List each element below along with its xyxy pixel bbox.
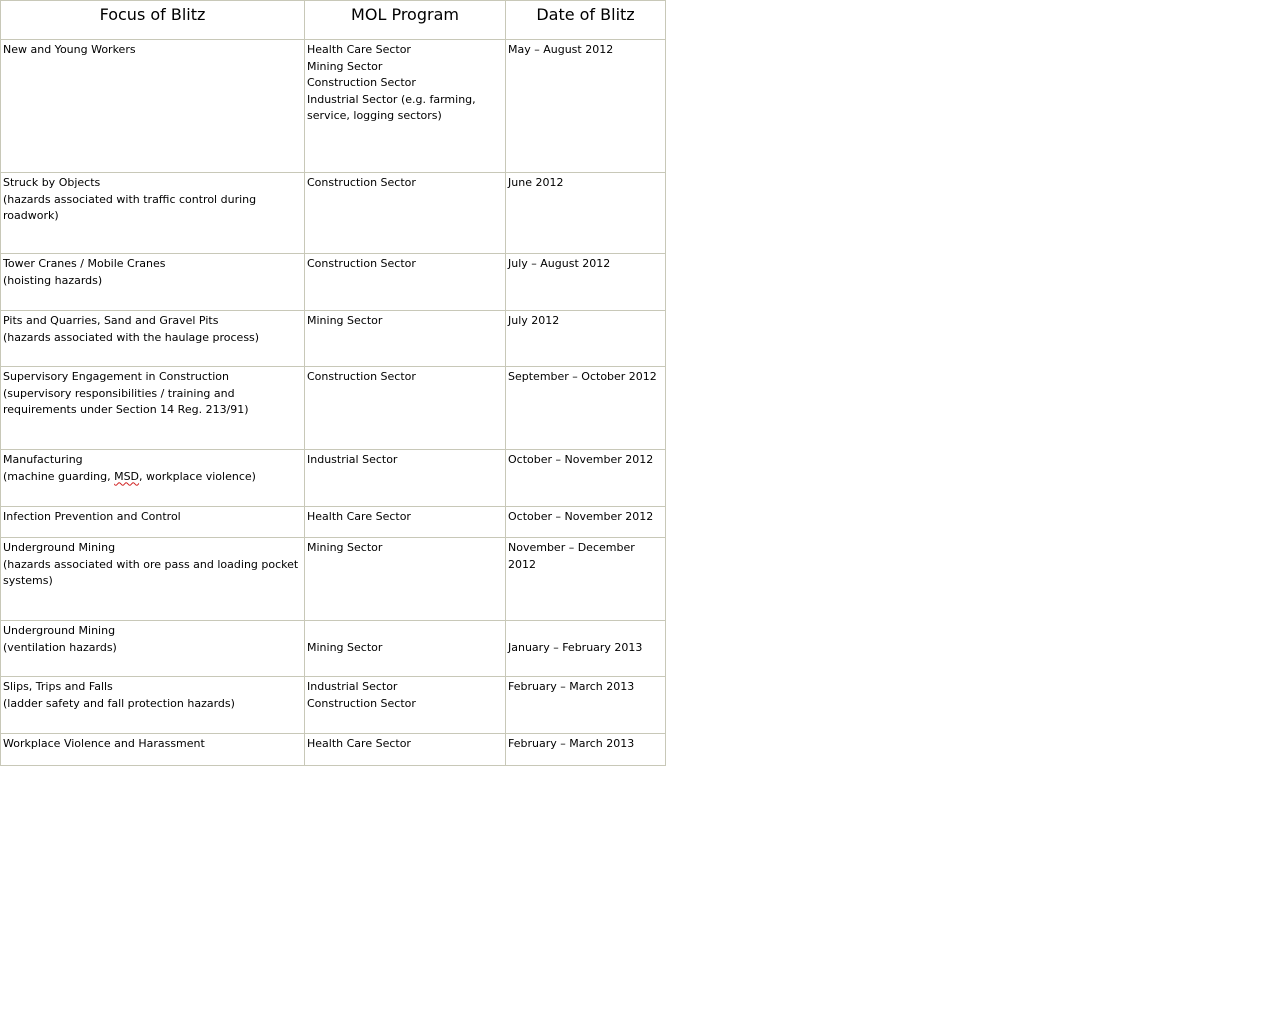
date-cell: February – March 2013 bbox=[506, 734, 666, 766]
date-cell: July 2012 bbox=[506, 311, 666, 367]
date-cell: October – November 2012 bbox=[506, 450, 666, 507]
program-line: Construction Sector bbox=[307, 76, 416, 89]
date-cell: October – November 2012 bbox=[506, 507, 666, 538]
table-row bbox=[1, 677, 666, 734]
program-line: Industrial Sector bbox=[307, 453, 398, 466]
date-cell: February – March 2013 bbox=[506, 677, 666, 734]
table-row bbox=[1, 621, 666, 677]
program-line: Mining Sector bbox=[307, 314, 383, 327]
focus-cell bbox=[1, 734, 305, 766]
table-row bbox=[1, 507, 666, 538]
focus-title: Workplace Violence and Harassment bbox=[3, 737, 205, 750]
program-cell bbox=[305, 367, 506, 450]
focus-title: Slips, Trips and Falls bbox=[3, 680, 113, 693]
program-cell bbox=[305, 254, 506, 311]
focus-cell bbox=[1, 621, 305, 677]
focus-title: New and Young Workers bbox=[3, 43, 136, 56]
program-line: Health Care Sector bbox=[307, 510, 411, 523]
focus-title: Manufacturing bbox=[3, 453, 83, 466]
program-line: Construction Sector bbox=[307, 257, 416, 270]
table-row bbox=[1, 450, 666, 507]
date-cell: November – December 2012 bbox=[506, 538, 666, 621]
program-line: Industrial Sector bbox=[307, 680, 398, 693]
date-cell: September – October 2012 bbox=[506, 367, 666, 450]
program-line: Health Care Sector bbox=[307, 737, 411, 750]
focus-cell bbox=[1, 677, 305, 734]
column-header-program: MOL Program bbox=[305, 1, 506, 40]
column-header-focus: Focus of Blitz bbox=[1, 1, 305, 40]
program-line: Mining Sector bbox=[307, 641, 383, 655]
focus-detail: (hoisting hazards) bbox=[3, 273, 103, 287]
date-cell: July – August 2012 bbox=[506, 254, 666, 311]
focus-title: Pits and Quarries, Sand and Gravel Pits bbox=[3, 314, 219, 327]
program-cell bbox=[305, 677, 506, 734]
table-row bbox=[1, 734, 666, 766]
focus-cell bbox=[1, 367, 305, 450]
program-cell bbox=[305, 173, 506, 254]
program-line: Mining Sector bbox=[307, 59, 383, 73]
date-cell: May – August 2012 bbox=[506, 40, 666, 173]
column-header-date: Date of Blitz bbox=[506, 1, 666, 40]
program-cell bbox=[305, 40, 506, 173]
date-cell: June 2012 bbox=[506, 173, 666, 254]
date-cell: January – February 2013 bbox=[506, 621, 666, 677]
table-row bbox=[1, 254, 666, 311]
focus-title: Struck by Objects bbox=[3, 176, 101, 189]
focus-cell bbox=[1, 254, 305, 311]
focus-cell bbox=[1, 311, 305, 367]
focus-detail: (hazards associated with ore pass and loading pocket systems) bbox=[3, 557, 299, 587]
table-row bbox=[1, 538, 666, 621]
program-line: Construction Sector bbox=[307, 370, 416, 383]
table-row bbox=[1, 173, 666, 254]
focus-detail: (ventilation hazards) bbox=[3, 640, 117, 654]
program-cell bbox=[305, 734, 506, 766]
focus-title: Infection Prevention and Control bbox=[3, 510, 181, 523]
table-row bbox=[1, 40, 666, 173]
focus-cell bbox=[1, 538, 305, 621]
focus-detail: (hazards associated with the haulage process) bbox=[3, 330, 260, 344]
focus-detail: (hazards associated with traffic control during roadwork) bbox=[3, 192, 257, 222]
table-row bbox=[1, 311, 666, 367]
spellcheck-mark: MSD bbox=[114, 469, 140, 483]
focus-cell bbox=[1, 450, 305, 507]
program-cell bbox=[305, 538, 506, 621]
focus-title: Tower Cranes / Mobile Cranes bbox=[3, 257, 166, 270]
focus-title: Underground Mining bbox=[3, 541, 116, 554]
program-line: Industrial Sector (e.g. farming, service, logging sectors) bbox=[307, 92, 476, 122]
program-line: Health Care Sector bbox=[307, 43, 411, 56]
program-line: Mining Sector bbox=[307, 541, 383, 554]
program-cell bbox=[305, 450, 506, 507]
focus-title: Supervisory Engagement in Construction bbox=[3, 370, 230, 383]
focus-title: Underground Mining bbox=[3, 624, 116, 637]
focus-detail: (machine guarding, MSD, workplace violence) bbox=[3, 469, 256, 483]
focus-cell bbox=[1, 173, 305, 254]
program-line: Construction Sector bbox=[307, 176, 416, 189]
table-header-row bbox=[1, 1, 666, 40]
focus-cell bbox=[1, 507, 305, 538]
focus-detail: (ladder safety and fall protection hazards) bbox=[3, 696, 235, 710]
program-cell bbox=[305, 311, 506, 367]
table-row bbox=[1, 367, 666, 450]
blitz-schedule-table bbox=[0, 0, 666, 766]
focus-cell bbox=[1, 40, 305, 173]
program-cell bbox=[305, 507, 506, 538]
program-cell bbox=[305, 621, 506, 677]
program-line: Construction Sector bbox=[307, 696, 416, 710]
focus-detail: (supervisory responsibilities / training and requirements under Section 14 Reg. 213/91) bbox=[3, 386, 249, 416]
